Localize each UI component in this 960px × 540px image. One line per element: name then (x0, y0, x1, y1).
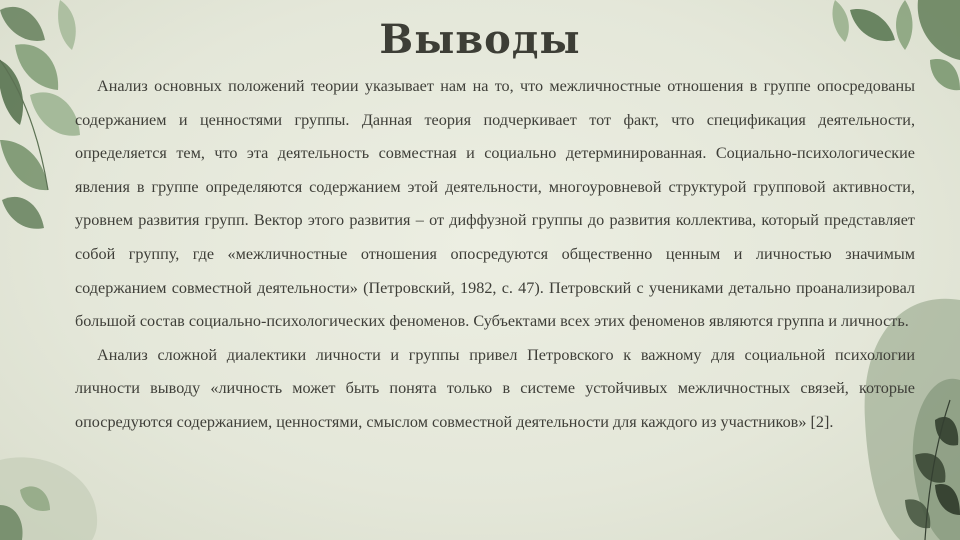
paragraph-conclusions: Анализ основных положений теории указывает нам на то, что межличностные отношения в группе опосредованы содержанием и ценностями группы. Данная теория подчеркивает тот факт, что спецификация деятельности, определяется тем, что эта деятельность совместная и социально детерминированная. Социально-психологические явления в группе определяются содержанием этой деятельности, многоуровневой структурой групповой активности, уровнем развития групп. Вектор этого развития – от диффузной группы до развития коллектива, который представляет собой группу, где «межличностные отношения опосредуются общественно ценным и личностью значимым содержанием совместной деятельности» (Петровский, 1982, с. 47). Петровский с учениками детально проанализировал большой состав социально-психологических феноменов. Субъектами всех этих феноменов являются группа и личность. (75, 77, 915, 331)
slide-title: Выводы (379, 16, 581, 63)
slide-body (75, 70, 915, 440)
paragraph-petrovsky-conclusion: Анализ сложной диалектики личности и группы привел Петровского к важному для социальной психологии личности выводу «личность может быть понята только в системе устойчивых межличностных связей, которые опосредуются содержанием, ценностями, смыслом совместной деятельности для каждого из участников» [2]. (75, 345, 915, 431)
